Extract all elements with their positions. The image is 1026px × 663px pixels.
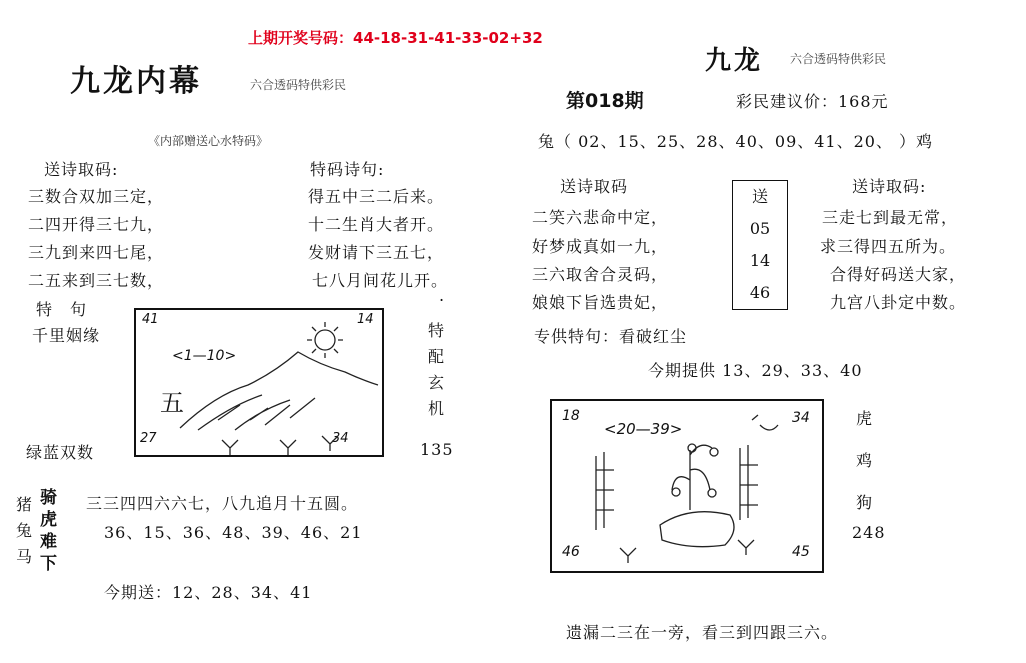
send-numbers-box: 送 05 14 46 xyxy=(732,180,788,310)
right-poem-b-line: 三走七到最无常， xyxy=(822,208,959,227)
right-heading-b: 送诗取码: xyxy=(852,177,927,196)
bottom-poem-line: 遗漏二三在一旁，看三到四跟三六。 xyxy=(566,623,839,642)
left-poem-heading-b: 特码诗句: xyxy=(310,160,385,179)
grass-mark xyxy=(222,440,238,455)
left-side-zodiacs: 猪 兔 马 xyxy=(16,495,33,566)
left-box-range: <1—10> xyxy=(172,348,237,364)
left-poem-a-line: 二五来到三七数， xyxy=(28,271,165,290)
left-box-char: 五 xyxy=(160,389,184,417)
right-poem-a-line: 好梦成真如一九， xyxy=(532,237,669,256)
sun-icon xyxy=(315,330,335,350)
left-poem-b-line: 七八月间花儿开。 xyxy=(312,271,449,290)
left-poem-b-line: 十二生肖大者开。 xyxy=(308,215,445,234)
provide-numbers-line: 今期提供 13、29、33、40 xyxy=(648,361,863,380)
left-numbers-line: 36、15、36、48、39、46、21 xyxy=(104,523,363,542)
left-poem-b-line: 发财请下三五七， xyxy=(308,243,445,262)
right-poem-a-line: 三六取舍合灵码， xyxy=(532,265,669,284)
suggested-price: 彩民建议价：168元 xyxy=(736,92,889,111)
right-heading-a: 送诗取码 xyxy=(560,177,629,196)
left-poem-a-line: 三数合双加三定， xyxy=(28,187,165,206)
last-draw-numbers: 上期开奖号码：44-18-31-41-33-02+32 xyxy=(248,29,543,47)
right-poem-b-line: 九宫八卦定中数。 xyxy=(830,293,967,312)
left-poem-a-line: 二四开得三七九， xyxy=(28,215,165,234)
left-special-text: 千里姻缘 xyxy=(32,326,101,345)
left-poem-b-line: 得五中三二后来。 xyxy=(308,187,445,206)
right-zodiacs: 虎 鸡 狗 xyxy=(856,409,873,512)
left-dot: . xyxy=(439,286,445,305)
right-poem-a-line: 娘娘下旨选贵妃， xyxy=(532,293,669,312)
left-side-phrase: 骑 虎 难 下 xyxy=(40,488,57,574)
rabbit-chicken-line: 兔（ 02、15、25、28、40、09、41、20、 ）鸡 xyxy=(538,132,934,151)
left-poem-heading-a: 送诗取码: xyxy=(44,160,119,179)
left-box-corner-tr: 14 xyxy=(357,312,374,327)
left-box-corner-br: 34 xyxy=(332,431,349,446)
right-box-corner-tl: 18 xyxy=(562,408,580,424)
left-subtitle: 六合透码特供彩民 xyxy=(250,78,347,92)
right-drawing-box xyxy=(550,399,824,573)
issue-number: 第018期 xyxy=(566,90,644,112)
left-book-title: 《内部赠送心水特码》 xyxy=(148,134,269,148)
left-special-label: 特 句 xyxy=(36,300,88,319)
left-num-135: 135 xyxy=(420,440,454,459)
left-poem-a-line: 三九到来四七尾， xyxy=(28,243,165,262)
right-box-corner-br: 45 xyxy=(792,544,810,560)
right-title: 九龙 xyxy=(705,46,764,76)
right-poem-a-line: 二笑六悲命中定， xyxy=(532,208,669,227)
right-box-corner-bl: 46 xyxy=(562,544,580,560)
left-title: 九龙内幕 xyxy=(70,64,202,99)
left-right-vertical: 特 配 玄 机 xyxy=(428,321,445,418)
right-box-range: <20—39> xyxy=(604,420,683,438)
right-poem-b-line: 求三得四五所为。 xyxy=(820,237,957,256)
right-poem-b-line: 合得好码送大家， xyxy=(830,265,967,284)
left-color-label: 绿蓝双数 xyxy=(26,443,95,462)
special-phrase-line: 专供特句：看破红尘 xyxy=(534,327,688,346)
right-subtitle: 六合透码特供彩民 xyxy=(790,52,887,66)
right-box-corner-tr: 34 xyxy=(792,410,810,426)
left-box-corner-bl: 27 xyxy=(140,431,157,446)
left-send-line: 今期送：12、28、34、41 xyxy=(104,583,313,602)
left-poem-line: 三三四四六六七，八九追月十五圆。 xyxy=(86,494,359,513)
left-box-corner-tl: 41 xyxy=(142,312,159,327)
mountain-ridge xyxy=(180,352,378,428)
right-num-248: 248 xyxy=(852,523,886,542)
